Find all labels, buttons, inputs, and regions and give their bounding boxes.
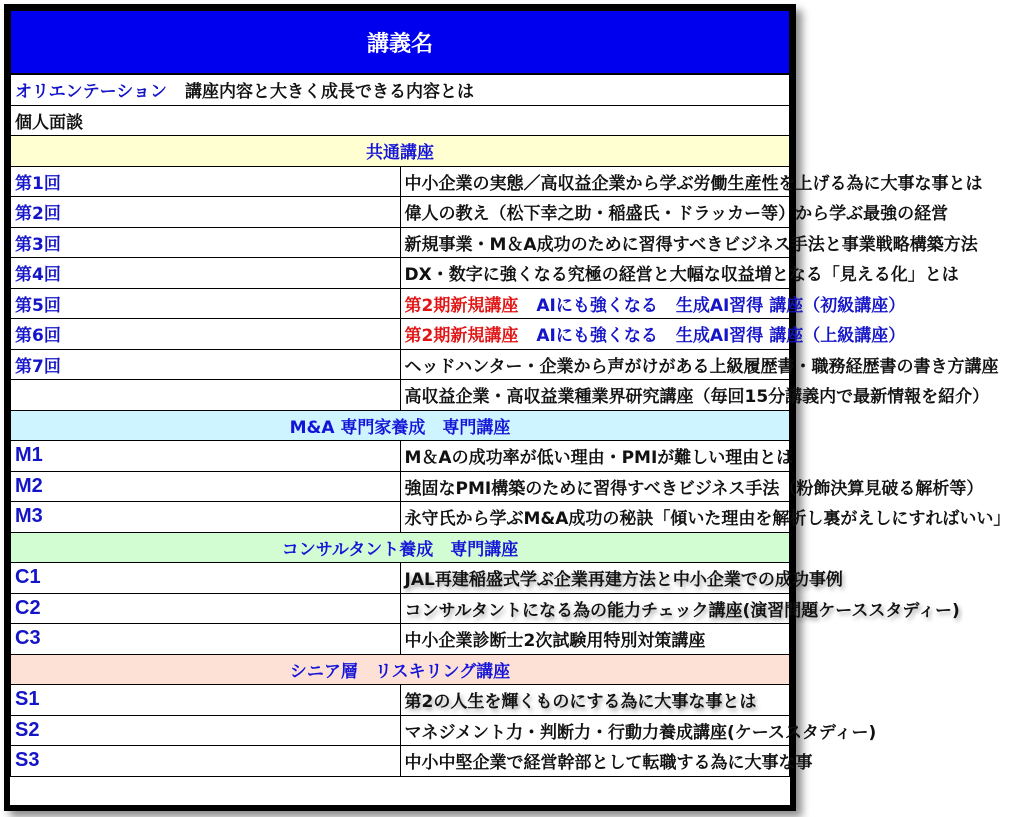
new-course-tag: 第2期新規講座: [404, 326, 519, 347]
course-code: M3: [11, 502, 401, 533]
table-row: [11, 258, 790, 289]
table-row: [11, 441, 790, 472]
course-title: [400, 288, 906, 319]
interview-row: [11, 105, 790, 136]
session-number: 第2回: [11, 197, 401, 228]
section-title: M&A 専門家養成 専門講座: [11, 410, 790, 441]
section-title: コンサルタント養成 専門講座: [11, 532, 790, 563]
table-row: [11, 319, 790, 350]
table-row: [11, 593, 790, 624]
course-list-table: [4, 4, 1010, 811]
table-row: [11, 197, 790, 228]
course-title: 偉人の教え（松下幸之助・稲盛氏・ドラッカー等）から学ぶ最強の経営: [400, 197, 790, 228]
session-number: [11, 380, 401, 411]
table-row: [11, 563, 790, 594]
course-title: ヘッドハンター・企業から声がけがある上級履歴書・職務経歴書の書き方講座: [400, 349, 790, 380]
course-title-part1: AIにも強くなる: [536, 326, 658, 347]
table-row: [11, 471, 790, 502]
course-table: [10, 10, 1010, 777]
section-header-consultant: [11, 532, 790, 563]
session-number: 第7回: [11, 349, 401, 380]
course-title: 強固なPMI構築のために習得すべきビジネス手法（粉飾決算見破る解析等）: [400, 471, 790, 502]
table-row: [11, 715, 790, 746]
section-header-ma: [11, 410, 790, 441]
course-code: S1: [11, 685, 401, 716]
course-code: M1: [11, 441, 401, 472]
course-title: JAL再建稲盛式学ぶ企業再建方法と中小企業での成功事例: [400, 563, 790, 594]
session-number: 第5回: [11, 288, 401, 319]
course-code: S3: [11, 746, 401, 777]
session-number: 第1回: [11, 166, 401, 197]
course-title-part2: 生成AI習得 講座（上級講座）: [675, 326, 906, 347]
table-row: [11, 227, 790, 258]
course-title-part1: AIにも強くなる: [536, 295, 658, 316]
orientation-text: 講座内容と大きく成長できる内容とは: [184, 82, 474, 103]
course-code: C1: [11, 563, 401, 594]
orientation-row: [11, 74, 790, 105]
course-title: 永守氏から学ぶM&A成功の秘訣「傾いた理由を解析し裏がえしにすればいい」: [400, 502, 790, 533]
course-title: コンサルタントになる為の能力チェック講座(演習問題ケーススタディー): [400, 593, 790, 624]
course-code: S2: [11, 715, 401, 746]
course-code: C2: [11, 593, 401, 624]
orientation-label: オリエンテーション: [15, 82, 167, 103]
table-row: [11, 380, 790, 411]
orientation-cell: [11, 74, 790, 105]
course-code: C3: [11, 624, 401, 655]
course-title: 第2の人生を輝くものにする為に大事な事とは: [400, 685, 790, 716]
section-header-common: [11, 136, 790, 167]
course-title: 高収益企業・高収益業種業界研究講座（毎回15分講義内で最新情報を紹介）: [400, 380, 790, 411]
course-title: 中小企業診断士2次試験用特別対策講座: [400, 624, 790, 655]
table-header-row: [11, 11, 790, 75]
interview-cell: 個人面談: [11, 105, 790, 136]
table-row: [11, 502, 790, 533]
table-row: [11, 746, 790, 777]
course-code: M2: [11, 471, 401, 502]
course-title: 中小企業の実態／高収益企業から学ぶ労働生産性を上げる為に大事な事とは: [400, 166, 790, 197]
course-title: [400, 319, 906, 350]
table-row: [11, 624, 790, 655]
table-row: [11, 349, 790, 380]
section-title: シニア層 リスキリング講座: [11, 654, 790, 685]
session-number: 第6回: [11, 319, 401, 350]
new-course-tag: 第2期新規講座: [404, 295, 519, 316]
section-title: 共通講座: [11, 136, 790, 167]
session-number: 第4回: [11, 258, 401, 289]
course-title: 中小中堅企業で経営幹部として転職する為に大事な事: [400, 746, 790, 777]
course-title: 新規事業・M＆A成功のために習得すべきビジネス手法と事業戦略構築方法: [400, 227, 790, 258]
course-title: M＆Aの成功率が低い理由・PMIが難しい理由とは: [400, 441, 790, 472]
table-row: [11, 166, 790, 197]
table-row: [11, 288, 790, 319]
course-title: マネジメント力・判断力・行動力養成講座(ケーススタディー): [400, 715, 790, 746]
section-header-senior: [11, 654, 790, 685]
table-row: [11, 685, 790, 716]
session-number: 第3回: [11, 227, 401, 258]
table-title: 講義名: [11, 11, 790, 75]
course-title: DX・数字に強くなる究極の経営と大幅な収益増となる「見える化」とは: [400, 258, 790, 289]
course-title-part2: 生成AI習得 講座（初級講座）: [675, 295, 906, 316]
